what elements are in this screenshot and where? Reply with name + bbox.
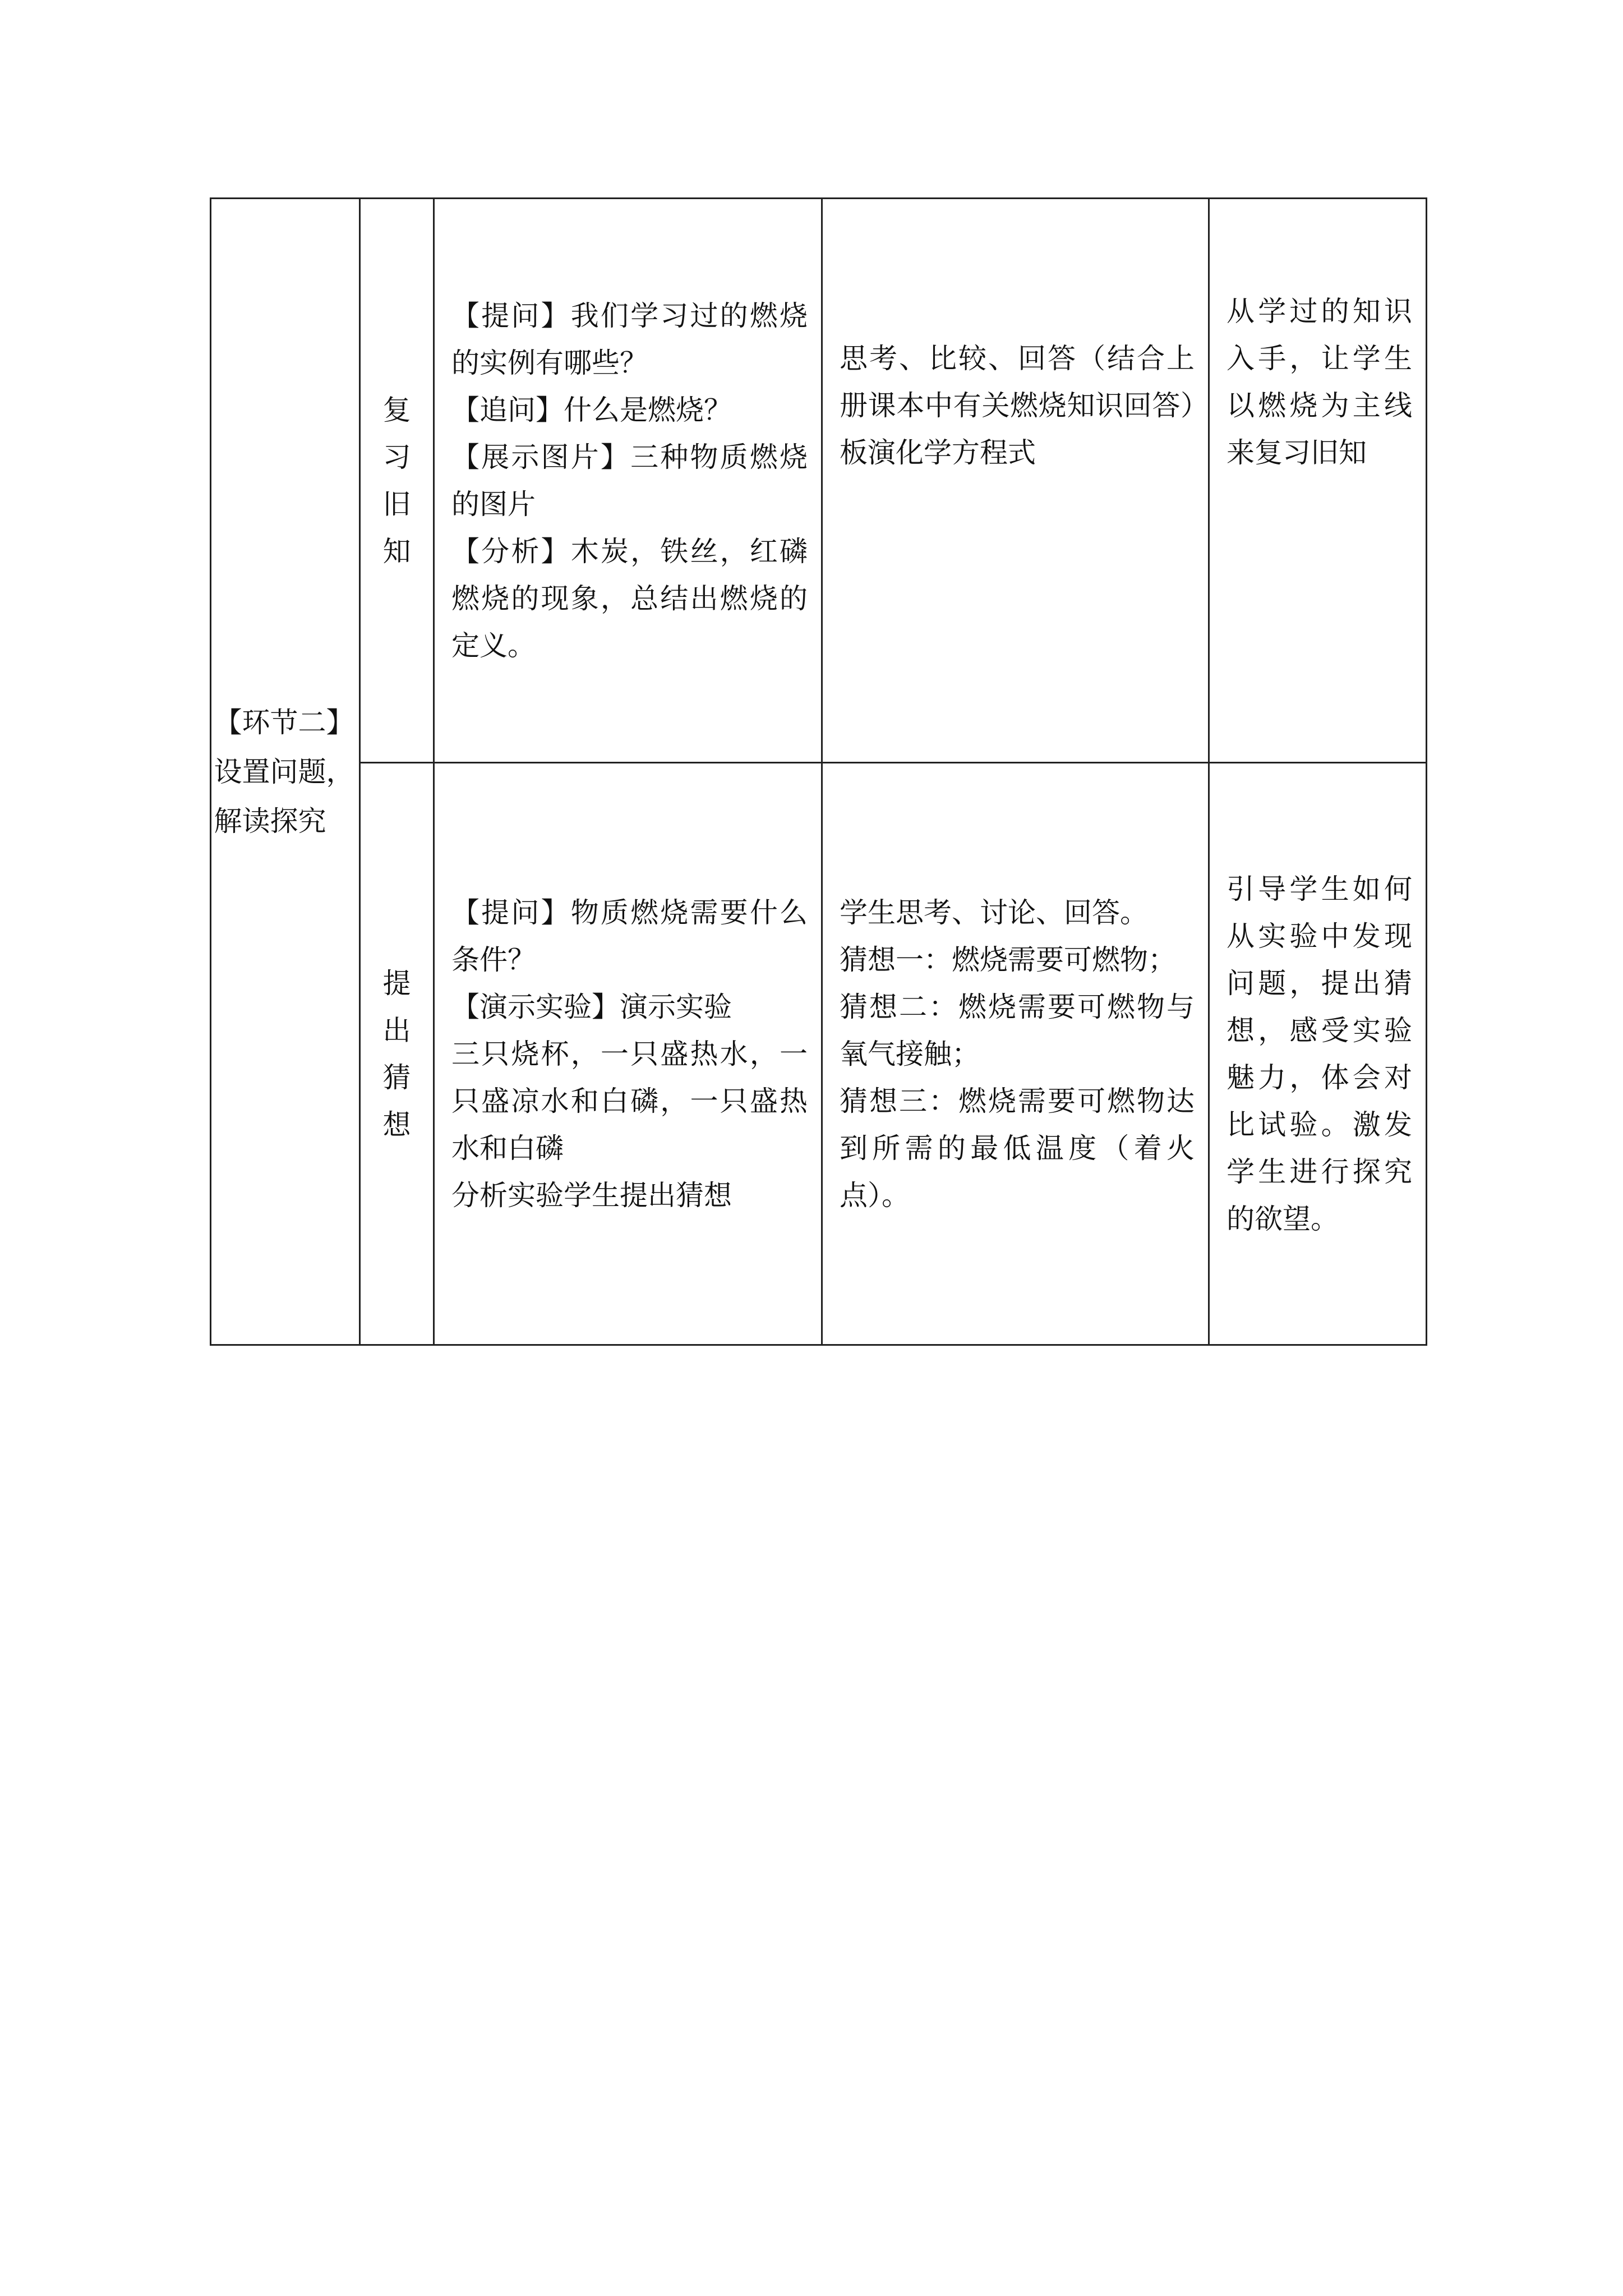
stage-cell: [211, 199, 360, 1345]
design-intent-text: 引导学生如何从实验中发现问题，提出猜想，感受实验魅力，体会对比试验。激发学生进行探究的欲望。: [1227, 872, 1412, 1235]
stage-subtitle-line2: 解读探究: [214, 804, 326, 838]
design-intent-text: 从学过的知识入手，让学生以燃烧为主线来复习旧知: [1227, 295, 1412, 469]
teacher-activity-text: 【提问】我们学习过的燃烧的实例有哪些？ 【追问】什么是燃烧？ 【展示图片】三种物质燃烧的图片 【分析】木炭，铁丝，红磷燃烧的现象，总结出燃烧的定义。: [451, 299, 808, 662]
lesson-plan-table: [210, 197, 1427, 1346]
phase-label: 提出猜想: [382, 967, 411, 1141]
student-activity-cell: [822, 763, 1209, 1345]
teacher-activity-cell: [434, 199, 822, 763]
phase-cell: [360, 763, 434, 1345]
stage-label: [214, 698, 354, 846]
student-activity-cell: [822, 199, 1209, 763]
table-row: [211, 199, 1427, 763]
student-activity-text: 学生思考、讨论、回答。 猜想一：燃烧需要可燃物； 猜想二：燃烧需要可燃物与氧气接触； 猜想三：燃烧需要可燃物达到所需的最低温度（着火点）。: [840, 896, 1195, 1212]
teacher-activity-cell: [434, 763, 822, 1345]
design-intent-cell: [1209, 199, 1427, 763]
design-intent-cell: [1209, 763, 1427, 1345]
teacher-activity-text: 【提问】物质燃烧需要什么条件？ 【演示实验】演示实验 三只烧杯，一只盛热水，一只盛凉水和白磷，一只盛热水和白磷 分析实验学生提出猜想: [451, 896, 808, 1212]
stage-subtitle-line1: 设置问题，: [214, 755, 354, 788]
student-activity-text: 思考、比较、回答（结合上册课本中有关燃烧知识回答）板演化学方程式: [840, 342, 1195, 469]
phase-cell: [360, 199, 434, 763]
phase-label: 复习旧知: [382, 393, 411, 568]
stage-title: 【环节二】: [214, 706, 354, 739]
table-row: [211, 763, 1427, 1345]
